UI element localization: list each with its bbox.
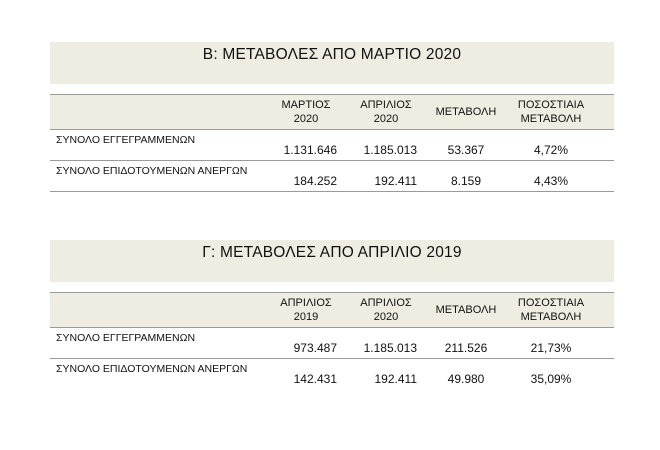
row-label: ΣΥΝΟΛΟ ΕΠΙΔΟΤΟΥΜΕΝΩΝ ΑΝΕΡΓΩΝ <box>56 363 248 375</box>
row-label: ΣΥΝΟΛΟ ΕΠΙΔΟΤΟΥΜΕΝΩΝ ΑΝΕΡΓΩΝ <box>56 165 248 177</box>
header-col2: ΑΠΡΙΛΙΟΣ 2020 <box>360 297 412 323</box>
header-col1: ΑΠΡΙΛΙΟΣ 2019 <box>280 297 332 323</box>
table-row <box>50 130 614 161</box>
cell-value: 4,43% <box>533 174 569 188</box>
cell-value: 21,73% <box>530 341 572 355</box>
cell-value: 184.252 <box>293 174 337 188</box>
table-header-row <box>50 94 614 130</box>
changes-table <box>50 292 614 389</box>
cell-value: 53.367 <box>447 143 485 157</box>
table-row <box>50 328 614 359</box>
section-title: Γ: ΜΕΤΑΒΟΛΕΣ ΑΠΟ ΑΠΡΙΛΙΟ 2019 <box>202 244 462 261</box>
table-header-row <box>50 292 614 328</box>
section-title-band <box>50 240 614 282</box>
cell-value: 142.431 <box>293 372 337 386</box>
cell-value: 192.411 <box>374 174 417 188</box>
cell-value: 1.185.013 <box>363 143 417 157</box>
cell-value: 1.185.013 <box>363 341 417 355</box>
cell-value: 35,09% <box>530 372 572 386</box>
cell-value: 1.131.646 <box>283 143 337 157</box>
cell-value: 211.526 <box>444 341 488 355</box>
table-row <box>50 161 614 192</box>
section-title-band <box>50 42 614 84</box>
section-c <box>50 240 614 389</box>
header-col1: ΜΑΡΤΙΟΣ 2020 <box>281 99 331 125</box>
table-row <box>50 359 614 389</box>
cell-value: 192.411 <box>374 372 417 386</box>
row-label: ΣΥΝΟΛΟ ΕΓΓΕΓΡΑΜΜΕΝΩΝ <box>56 332 196 344</box>
header-col2: ΑΠΡΙΛΙΟΣ 2020 <box>360 99 412 125</box>
section-title: Β: ΜΕΤΑΒΟΛΕΣ ΑΠΟ ΜΑΡΤΙΟ 2020 <box>202 46 462 63</box>
header-col4: ΠΟΣΟΣΤΙΑΙΑ ΜΕΤΑΒΟΛΗ <box>517 99 585 125</box>
cell-value: 4,72% <box>533 143 569 157</box>
cell-value: 49.980 <box>447 372 485 386</box>
section-b <box>50 42 614 192</box>
cell-value: 8.159 <box>450 174 482 188</box>
row-label: ΣΥΝΟΛΟ ΕΓΓΕΓΡΑΜΜΕΝΩΝ <box>56 134 196 146</box>
cell-value: 973.487 <box>293 341 337 355</box>
header-col4: ΠΟΣΟΣΤΙΑΙΑ ΜΕΤΑΒΟΛΗ <box>517 297 585 323</box>
changes-table <box>50 94 614 192</box>
header-col3: ΜΕΤΑΒΟΛΗ <box>435 304 497 316</box>
header-col3: ΜΕΤΑΒΟΛΗ <box>435 106 497 118</box>
